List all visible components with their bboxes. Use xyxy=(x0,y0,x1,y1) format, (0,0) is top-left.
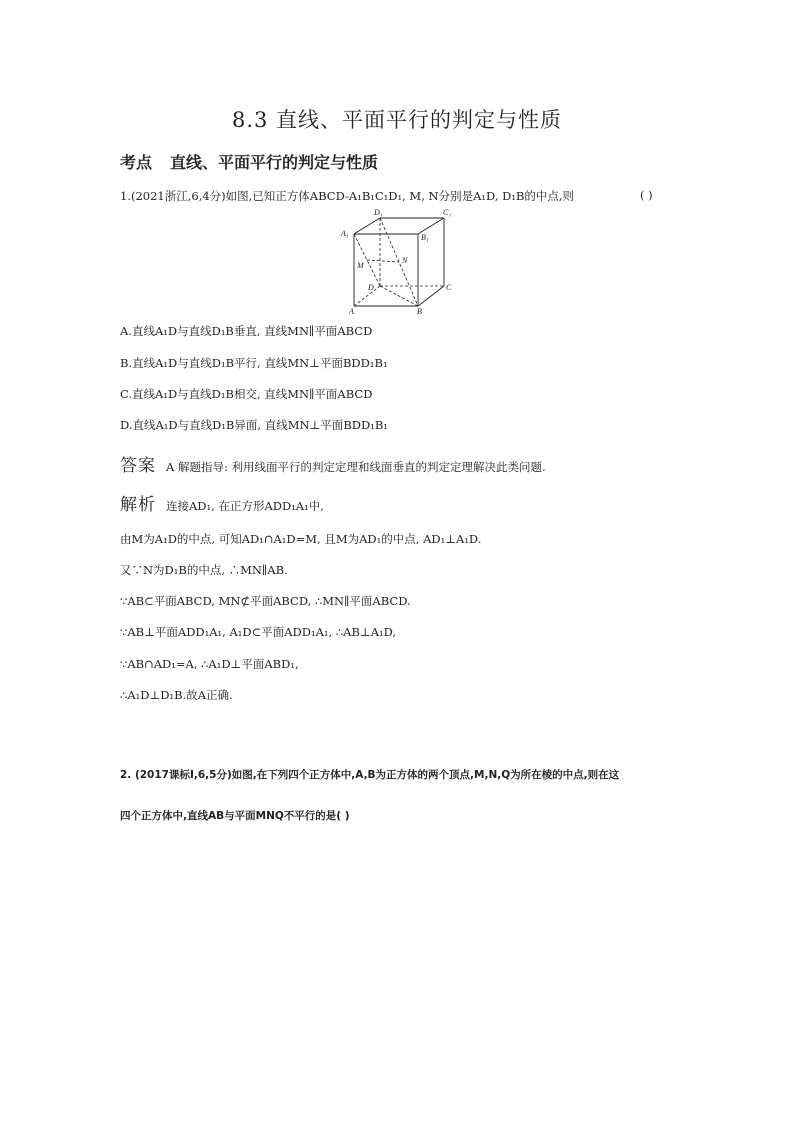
label-C1: C₁ xyxy=(443,208,452,217)
option-a: A.直线A₁D与直线D₁B垂直, 直线MN∥平面ABCD xyxy=(120,324,373,338)
answer-label: 答案 xyxy=(120,456,156,476)
option-d: D.直线A₁D与直线D₁B异面, 直线MN⊥平面BDD₁B₁ xyxy=(120,418,388,432)
q2-line-2: 四个正方体中,直线AB与平面MNQ不平行的是( ) xyxy=(120,810,350,822)
analysis-line: 又∵N为D₁B的中点, ∴MN∥AB. xyxy=(120,563,288,577)
analysis-line: ∵AB⊥平面ADD₁A₁, A₁D⊂平面ADD₁A₁, ∴AB⊥A₁D, xyxy=(120,625,397,639)
section-label: 考点 xyxy=(120,153,153,172)
page-title: 8.3 直线、平面平行的判定与性质 xyxy=(231,108,563,132)
label-A1: A₁ xyxy=(341,229,349,238)
label-M: M xyxy=(357,261,364,270)
analysis-line: ∴A₁D⊥D₁B.故A正确. xyxy=(120,688,233,702)
label-C: C xyxy=(446,283,452,292)
analysis-row xyxy=(120,490,324,515)
option-c: C.直线A₁D与直线D₁B相交, 直线MN∥平面ABCD xyxy=(120,387,373,401)
analysis-line: 由M为A₁D的中点, 可知AD₁∩A₁D=M, 且M为AD₁的中点, AD₁⊥A₁D. xyxy=(120,532,482,546)
label-N: N xyxy=(402,256,408,265)
q1-stem: 1.(2021浙江,6,4分)如图,已知正方体ABCD-A₁B₁C₁D₁, M, N分别是A₁D, D₁B的中点,则 xyxy=(120,189,575,203)
section-text: 直线、平面平行的判定与性质 xyxy=(170,153,379,172)
label-B1: B₁ xyxy=(421,233,429,242)
q1-answer-paren: ( ) xyxy=(640,188,653,202)
analysis-label: 解析 xyxy=(120,495,156,515)
label-B: B xyxy=(417,307,422,316)
analysis-first-line: 连接AD₁, 在正方形ADD₁A₁中, xyxy=(166,499,324,513)
section-heading xyxy=(120,150,378,173)
analysis-line: ∵AB∩AD₁=A, ∴A₁D⊥平面ABD₁, xyxy=(120,657,299,671)
q2-line-1: 2. (2017课标Ⅰ,6,5分)如图,在下列四个正方体中,A,B为正方体的两个顶点,M,N,Q为所在棱的中点,则在这 xyxy=(120,769,620,781)
label-A: A xyxy=(349,307,354,316)
option-b: B.直线A₁D与直线D₁B平行, 直线MN⊥平面BDD₁B₁ xyxy=(120,356,388,370)
cube-figure xyxy=(340,206,460,318)
analysis-line: ∵AB⊂平面ABCD, MN⊄平面ABCD, ∴MN∥平面ABCD. xyxy=(120,594,411,608)
label-D1: D₁ xyxy=(374,208,383,217)
answer-text: A 解题指导: 利用线面平行的判定定理和线面垂直的判定定理解决此类问题. xyxy=(166,460,546,474)
label-D: D xyxy=(368,283,374,292)
answer-row xyxy=(120,451,546,476)
